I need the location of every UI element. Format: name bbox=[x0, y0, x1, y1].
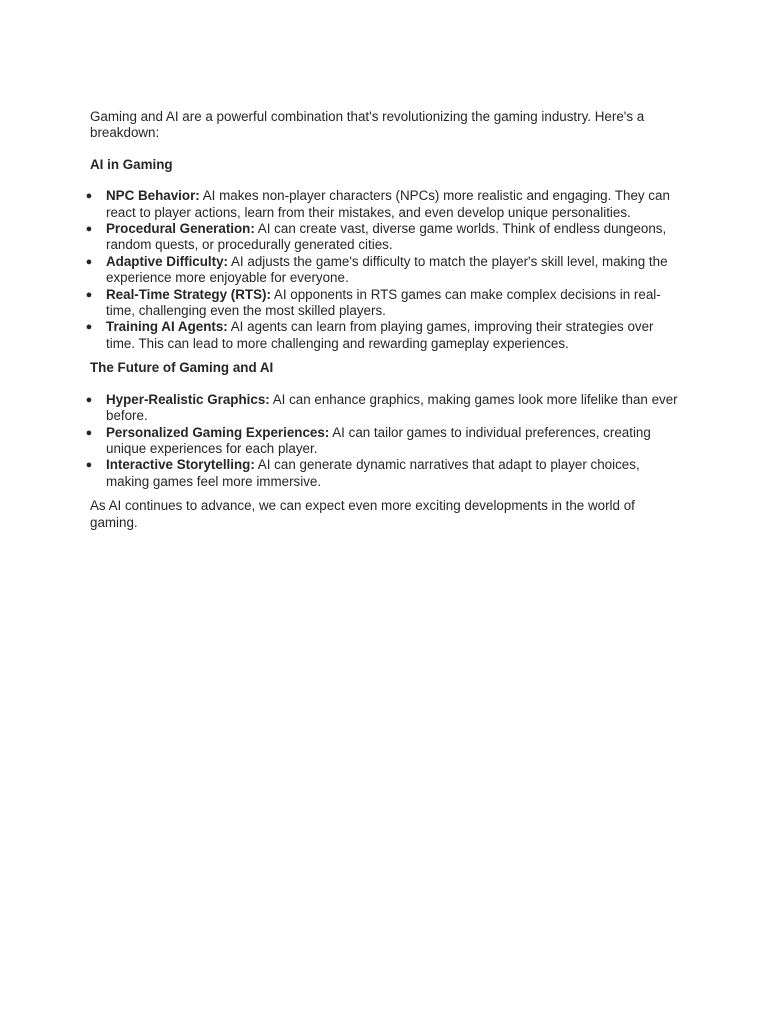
future-of-gaming-list bbox=[85, 391, 678, 490]
bullet-icon: ● bbox=[85, 393, 93, 406]
list-item bbox=[85, 391, 678, 425]
list-item-text: AI can create vast, diverse game worlds. Think of endless dungeons, random quests, or procedurally generated cities. bbox=[106, 221, 667, 253]
list-item-text: AI can tailor games to individual preferences, creating unique experiences for each player. bbox=[106, 424, 651, 456]
list-item-term: Training AI Agents: bbox=[106, 319, 228, 335]
list-item-text: AI can generate dynamic narratives that adapt to player choices, making games feel more immersive. bbox=[106, 457, 640, 489]
list-item-term: Procedural Generation: bbox=[106, 221, 255, 237]
list-item-term: NPC Behavior: bbox=[106, 188, 200, 204]
list-item-text: AI makes non-player characters (NPCs) more realistic and engaging. They can react to player actions, learn from their mistakes, and even develop unique personalities. bbox=[106, 188, 670, 220]
bullet-icon: ● bbox=[85, 321, 93, 334]
bullet-icon: ● bbox=[85, 223, 93, 236]
list-item-text: AI agents can learn from playing games, improving their strategies over time. This can lead to more challenging and rewarding gameplay experiences. bbox=[106, 319, 654, 351]
list-item-term: Real-Time Strategy (RTS): bbox=[106, 286, 271, 302]
bullet-icon: ● bbox=[85, 288, 93, 301]
list-item-text: AI opponents in RTS games can make complex decisions in real-time, challenging even the most skilled players. bbox=[106, 286, 661, 319]
list-item-term: Personalized Gaming Experiences: bbox=[106, 424, 330, 440]
section-heading-future-of-gaming: The Future of Gaming and AI bbox=[90, 360, 274, 376]
bullet-icon: ● bbox=[85, 426, 93, 439]
list-item bbox=[85, 319, 678, 352]
bullet-icon: ● bbox=[85, 459, 93, 472]
list-item bbox=[85, 457, 678, 490]
list-item bbox=[85, 188, 678, 221]
list-item-term: Interactive Storytelling: bbox=[106, 457, 255, 473]
list-item bbox=[85, 424, 678, 458]
ai-in-gaming-list bbox=[85, 188, 678, 352]
closing-paragraph: As AI continues to advance, we can expect even more exciting developments in the world of gaming. bbox=[90, 498, 635, 530]
list-item-text: AI can enhance graphics, making games look more lifelike than ever before. bbox=[106, 391, 678, 424]
document-page bbox=[85, 109, 678, 531]
list-item bbox=[85, 221, 678, 254]
list-item-term: Hyper-Realistic Graphics: bbox=[106, 391, 270, 407]
list-item-text: AI adjusts the game's difficulty to match the player's skill level, making the experience more enjoyable for everyone. bbox=[106, 253, 668, 286]
list-item bbox=[85, 253, 678, 287]
bullet-icon: ● bbox=[85, 190, 93, 203]
section-heading-ai-in-gaming: AI in Gaming bbox=[90, 156, 173, 172]
list-item bbox=[85, 286, 678, 320]
intro-paragraph: Gaming and AI are a powerful combination that's revolutionizing the gaming industry. Here's a breakdown: bbox=[90, 109, 645, 141]
bullet-icon: ● bbox=[85, 255, 93, 268]
list-item-term: Adaptive Difficulty: bbox=[106, 253, 229, 269]
